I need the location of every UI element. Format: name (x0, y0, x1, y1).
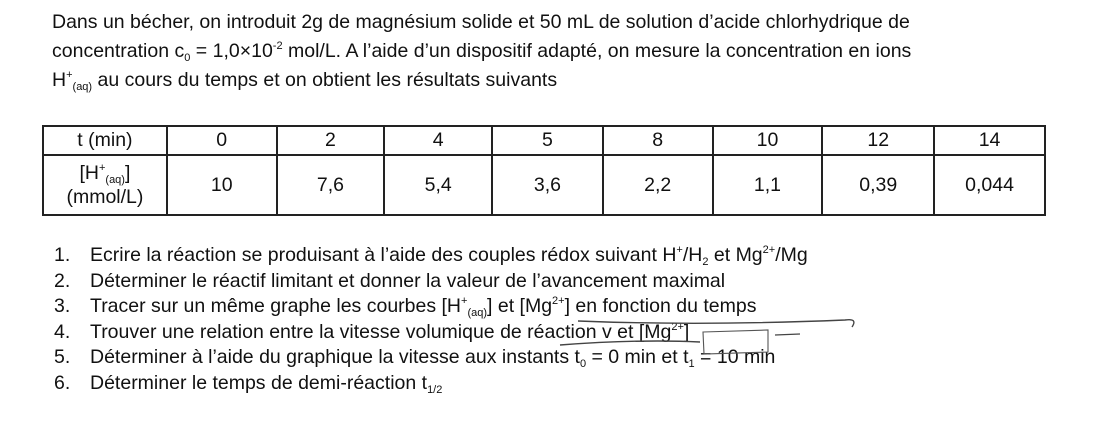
question-3: 3. Tracer sur un même graphe les courbes $[H^+_{(aq)}]$ et $[Mg^{2+}]$ en fonction du temps (54, 295, 757, 319)
question-6: 6. Déterminer le temps de demi-réaction $t_{1/2}$ (54, 371, 443, 396)
time-cell: 8 (603, 126, 713, 155)
intro-line-1: Dans un bécher, on introduit 2g de magnésium solide et 50 mL de solution d’acide chlorhydrique de (52, 11, 910, 33)
time-cell: 5 (492, 126, 603, 155)
intro-line-3: $H^+_{(aq)}$ au cours du temps et on obtient les résultats suivants (52, 69, 558, 93)
time-cell: 2 (277, 126, 385, 155)
concentration-cell: 10 (167, 155, 277, 215)
measurements-table (42, 125, 1046, 216)
time-cell: 14 (934, 126, 1045, 155)
time-header-cell: t (min) (43, 126, 167, 155)
question-4: 4. Trouver une relation entre la vitesse volumique de réaction v et $[Mg^{2+}]$ (54, 320, 690, 343)
time-cell: 0 (167, 126, 277, 155)
concentration-cell: 2,2 (603, 155, 713, 215)
question-1: 1. Ecrire la réaction se produisant à l’aide des couples rédox suivant $H^+/H_2$ et $Mg^{2+}/Mg$ (54, 244, 808, 268)
time-cell: 10 (713, 126, 823, 155)
question-2: 2. Déterminer le réactif limitant et donner la valeur de l’avancement maximal (54, 269, 726, 292)
question-list (54, 243, 1084, 396)
concentration-cell: 3,6 (492, 155, 603, 215)
concentration-row (43, 155, 1045, 215)
time-cell: 12 (822, 126, 934, 155)
concentration-header-cell: $[H^+_{(aq)}]$ (mmol/L) (43, 155, 167, 215)
concentration-cell: 1,1 (713, 155, 823, 215)
problem-statement (52, 8, 1082, 95)
concentration-cell: 5,4 (384, 155, 492, 215)
concentration-cell: 0,044 (934, 155, 1045, 215)
time-cell: 4 (384, 126, 492, 155)
question-5: 5. Déterminer à l’aide du graphique la vitesse aux instants $t_0 = 0$ min et $t_1 = 10$ min (54, 346, 776, 370)
concentration-cell: 0,39 (822, 155, 934, 215)
concentration-cell: 7,6 (277, 155, 385, 215)
intro-line-2: concentration $c_0 = 1,0\times 10^{-2}$ mol/L. A l’aide d’un dispositif adapté, on mesure la concentration en ions (52, 40, 912, 64)
time-row (43, 126, 1045, 155)
